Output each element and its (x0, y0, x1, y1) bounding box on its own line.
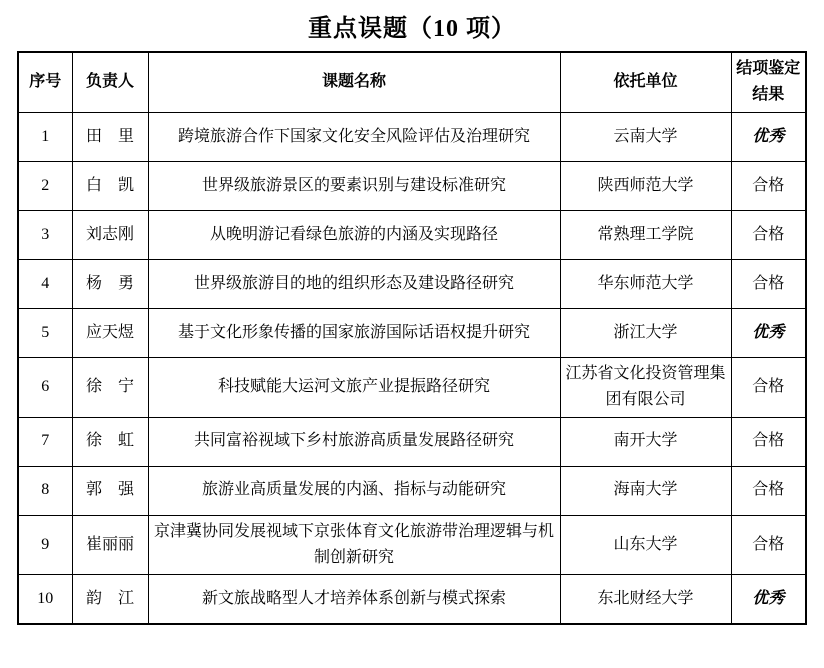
cell-row-number: 4 (18, 259, 72, 308)
cell-leader-name: 白 凯 (72, 161, 148, 210)
cell-result: 优秀 (731, 575, 806, 624)
table-body (18, 112, 806, 624)
cell-institution: 云南大学 (560, 112, 731, 161)
cell-row-number: 10 (18, 575, 72, 624)
cell-leader-name: 杨 勇 (72, 259, 148, 308)
cell-project-title: 基于文化形象传播的国家旅游国际话语权提升研究 (148, 308, 560, 357)
results-table (17, 51, 807, 625)
cell-result: 合格 (731, 161, 806, 210)
cell-leader-name: 徐 虹 (72, 417, 148, 466)
cell-institution: 浙江大学 (560, 308, 731, 357)
cell-result: 合格 (731, 515, 806, 575)
cell-leader-name: 田 里 (72, 112, 148, 161)
cell-project-title: 世界级旅游目的地的组织形态及建设路径研究 (148, 259, 560, 308)
cell-row-number: 6 (18, 357, 72, 417)
cell-institution: 海南大学 (560, 466, 731, 515)
table-row (18, 308, 806, 357)
table-header (18, 52, 806, 112)
cell-institution: 常熟理工学院 (560, 210, 731, 259)
cell-row-number: 1 (18, 112, 72, 161)
cell-project-title: 新文旅战略型人才培养体系创新与模式探索 (148, 575, 560, 624)
cell-row-number: 2 (18, 161, 72, 210)
cell-project-title: 共同富裕视域下乡村旅游高质量发展路径研究 (148, 417, 560, 466)
page-title: 重点误题（10 项） (308, 16, 516, 42)
table-row (18, 466, 806, 515)
cell-institution: 江苏省文化投资管理集团有限公司 (560, 357, 731, 417)
cell-result: 优秀 (731, 308, 806, 357)
cell-leader-name: 应天煜 (72, 308, 148, 357)
cell-project-title: 跨境旅游合作下国家文化安全风险评估及治理研究 (148, 112, 560, 161)
cell-row-number: 3 (18, 210, 72, 259)
column-header-title: 课题名称 (148, 52, 560, 112)
column-header-no: 序号 (18, 52, 72, 112)
cell-leader-name: 韵 江 (72, 575, 148, 624)
cell-project-title: 科技赋能大运河文旅产业提振路径研究 (148, 357, 560, 417)
cell-row-number: 9 (18, 515, 72, 575)
table-row (18, 575, 806, 624)
column-header-leader: 负责人 (72, 52, 148, 112)
table-row (18, 357, 806, 417)
table-row (18, 515, 806, 575)
column-header-institution: 依托单位 (560, 52, 731, 112)
table-row (18, 417, 806, 466)
cell-project-title: 世界级旅游景区的要素识别与建设标准研究 (148, 161, 560, 210)
cell-institution: 南开大学 (560, 417, 731, 466)
cell-result: 合格 (731, 417, 806, 466)
cell-row-number: 7 (18, 417, 72, 466)
cell-result: 合格 (731, 357, 806, 417)
cell-leader-name: 徐 宁 (72, 357, 148, 417)
cell-project-title: 京津冀协同发展视域下京张体育文化旅游带治理逻辑与机制创新研究 (148, 515, 560, 575)
table-row (18, 112, 806, 161)
cell-leader-name: 刘志刚 (72, 210, 148, 259)
cell-project-title: 旅游业高质量发展的内涵、指标与动能研究 (148, 466, 560, 515)
table-row (18, 161, 806, 210)
table-row (18, 210, 806, 259)
cell-project-title: 从晚明游记看绿色旅游的内涵及实现路径 (148, 210, 560, 259)
cell-result: 合格 (731, 210, 806, 259)
table-row (18, 259, 806, 308)
header-row (18, 52, 806, 112)
cell-institution: 东北财经大学 (560, 575, 731, 624)
cell-leader-name: 崔丽丽 (72, 515, 148, 575)
cell-institution: 华东师范大学 (560, 259, 731, 308)
column-header-result: 结项鉴定结果 (731, 52, 806, 112)
cell-result: 合格 (731, 466, 806, 515)
cell-result: 合格 (731, 259, 806, 308)
cell-institution: 山东大学 (560, 515, 731, 575)
cell-institution: 陕西师范大学 (560, 161, 731, 210)
cell-row-number: 8 (18, 466, 72, 515)
cell-row-number: 5 (18, 308, 72, 357)
cell-result: 优秀 (731, 112, 806, 161)
cell-leader-name: 郭 强 (72, 466, 148, 515)
